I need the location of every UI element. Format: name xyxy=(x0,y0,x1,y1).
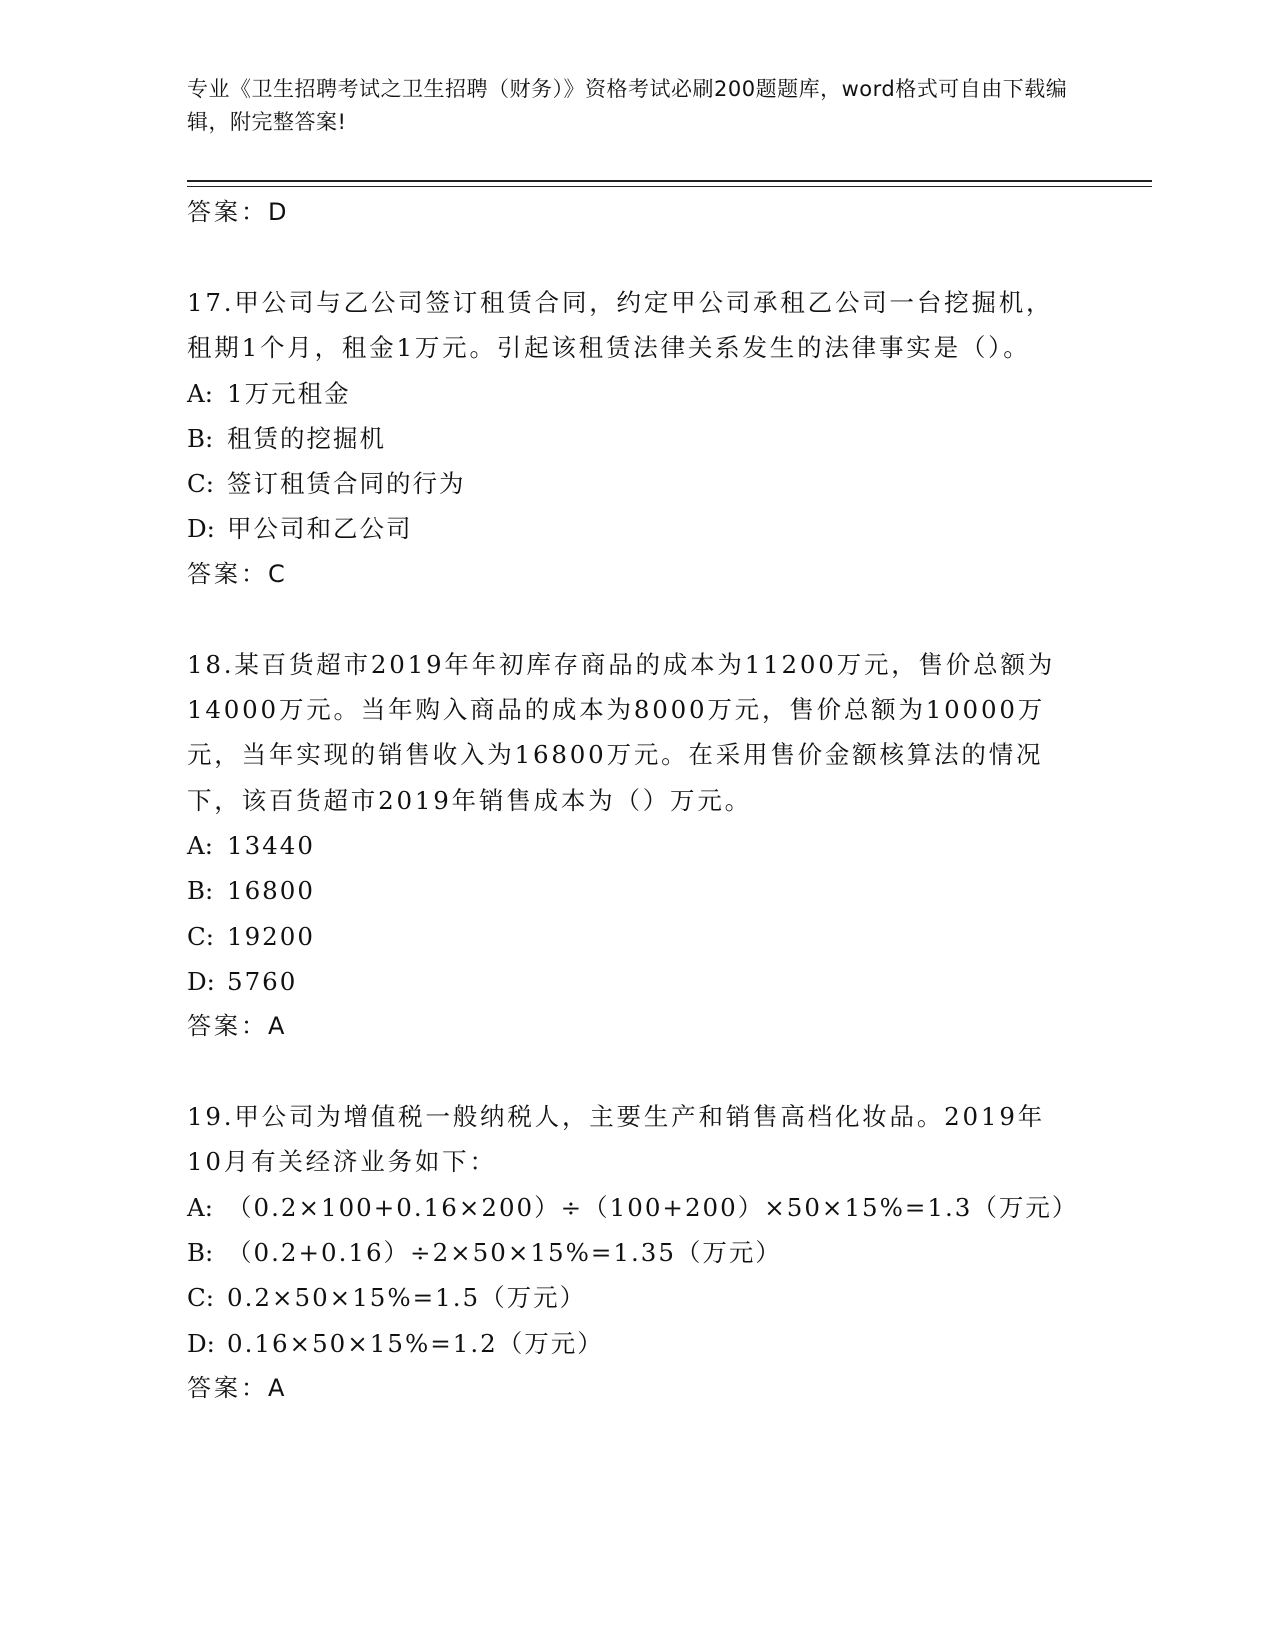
question-17 xyxy=(187,280,1087,597)
answer-line xyxy=(187,1004,1087,1049)
option-text: 16800 xyxy=(227,876,315,906)
answer-value: C xyxy=(268,559,286,588)
answer-value: A xyxy=(268,1373,286,1402)
option-letter: B: xyxy=(187,876,214,906)
option-text: 5760 xyxy=(227,966,298,996)
option-letter: B: xyxy=(187,423,214,453)
answer-label: 答案： xyxy=(187,1373,268,1402)
option-d xyxy=(187,959,1087,1004)
header-rule-thin xyxy=(187,186,1152,187)
option-text: 0.16×50×15%=1.2（万元） xyxy=(227,1328,604,1358)
question-list xyxy=(187,190,1087,1411)
option-a xyxy=(187,1185,1087,1230)
answer-label: 答案： xyxy=(187,1012,268,1041)
option-letter: C: xyxy=(187,921,215,951)
question-19 xyxy=(187,1094,1087,1411)
question-18 xyxy=(187,642,1087,1049)
option-c xyxy=(187,914,1087,959)
page-header: 专业《卫生招聘考试之卫生招聘（财务）》资格考试必刷200题题库，word格式可自由下载编辑，附完整答案! xyxy=(187,77,1068,134)
answer-line xyxy=(187,190,1087,235)
option-letter: A: xyxy=(187,830,213,860)
option-letter: D: xyxy=(187,514,215,544)
option-letter: D: xyxy=(187,966,215,996)
answer-label: 答案： xyxy=(187,559,268,588)
option-text: 13440 xyxy=(227,830,315,860)
header-rule-thick xyxy=(187,180,1152,182)
answer-line xyxy=(187,1366,1087,1411)
option-letter: D: xyxy=(187,1328,215,1358)
option-b xyxy=(187,1230,1087,1275)
question-stem: 17.甲公司与乙公司签订租赁合同，约定甲公司承租乙公司一台挖掘机，租期1个月，租金1万元。引起该租赁法律关系发生的法律事实是（）。 xyxy=(187,288,1054,363)
option-b xyxy=(187,868,1087,913)
option-text: 19200 xyxy=(227,921,315,951)
option-text: 1万元租金 xyxy=(227,378,351,408)
option-text: 0.2×50×15%=1.5（万元） xyxy=(227,1283,587,1313)
answer-line xyxy=(187,552,1087,597)
option-letter: C: xyxy=(187,1283,215,1313)
option-letter: B: xyxy=(187,1238,214,1268)
option-a xyxy=(187,371,1087,416)
question-stem: 18.某百货超市2019年年初库存商品的成本为11200万元，售价总额为14000万元。当年购入商品的成本为8000万元，售价总额为10000万元，当年实现的销售收入为16800万元。在采用售价金额核算法的情况下，该百货超市2019年销售成本为（）万元。 xyxy=(187,649,1056,815)
option-letter: C: xyxy=(187,469,215,499)
option-text: （0.2+0.16）÷2×50×15%=1.35（万元） xyxy=(227,1238,782,1268)
option-a xyxy=(187,823,1087,868)
option-c xyxy=(187,1275,1087,1320)
answer-value: A xyxy=(268,1012,286,1041)
option-text: 签订租赁合同的行为 xyxy=(227,469,466,499)
option-text: （0.2×100+0.16×200）÷（100+200）×50×15%=1.3（万元） xyxy=(227,1192,1079,1222)
answer-label: 答案： xyxy=(187,198,268,226)
option-text: 租赁的挖掘机 xyxy=(227,423,386,453)
question-stem: 19.甲公司为增值税一般纳税人，主要生产和销售高档化妆品。2019年10月有关经济业务如下： xyxy=(187,1102,1046,1177)
option-d xyxy=(187,506,1087,551)
answer-value: D xyxy=(268,198,288,226)
option-letter: A: xyxy=(187,378,213,408)
option-letter: A: xyxy=(187,1192,213,1222)
option-c xyxy=(187,461,1087,506)
option-d xyxy=(187,1321,1087,1366)
option-b xyxy=(187,416,1087,461)
option-text: 甲公司和乙公司 xyxy=(227,514,413,544)
